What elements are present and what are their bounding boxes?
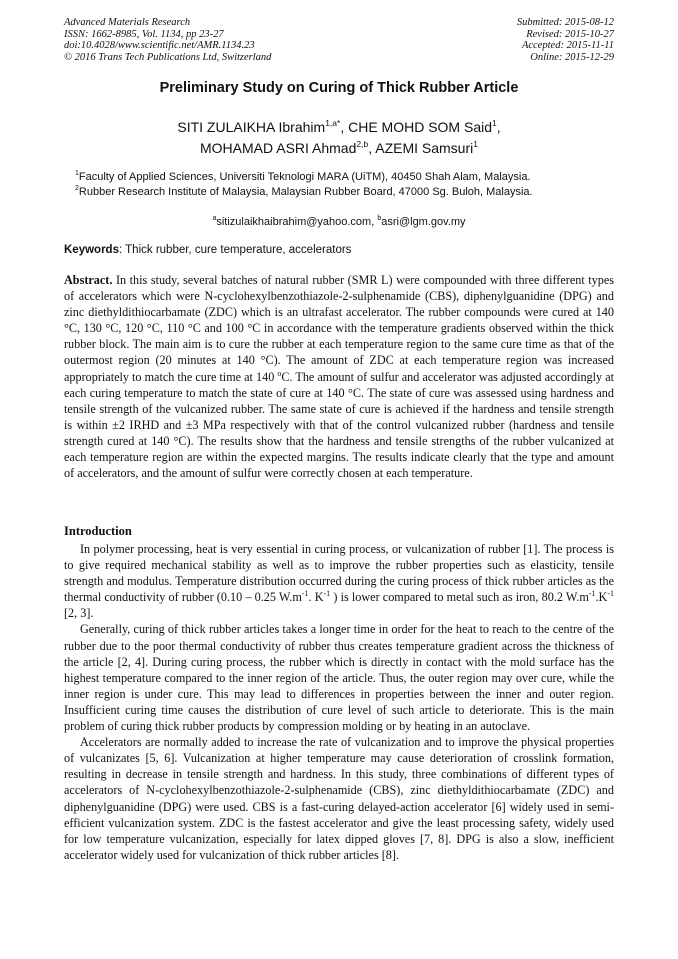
email-mark: a (212, 215, 217, 222)
author-affiliation-mark: 1 (473, 139, 478, 149)
journal-name: Advanced Materials Research (64, 17, 191, 28)
author-line-2 (0, 138, 678, 159)
abstract-label: Abstract. (64, 273, 113, 287)
journal-doi: doi:10.4028/www.scientific.net/AMR.1134.23 (64, 40, 255, 51)
paragraph (64, 541, 614, 621)
author-list (0, 117, 678, 159)
author-affiliation-mark: 1 (492, 118, 497, 128)
author-affiliation-mark: 1,a* (325, 118, 341, 128)
author-line-1 (0, 117, 678, 138)
exponent: -1 (301, 589, 309, 599)
date-submitted: Submitted: 2015-08-12 (516, 17, 614, 28)
affiliation-number: 1 (75, 170, 79, 177)
exponent: -1 (588, 589, 596, 599)
journal-header (64, 17, 271, 63)
paragraph-text: In polymer processing, heat is very essential in curing process, or vulcanization of rubber [1]. The process is to give required mechanical stability as well as to improve the rubber properties such as elasticity, tensile strength and modulus. Temperature distribution occurred during the curing process of thick rubber articles as the thermal conductivity of rubber (0.10 – 0.25 W.m (64, 542, 614, 605)
keywords-label: Keywords (64, 244, 119, 256)
exponent: -1 (323, 589, 331, 599)
abstract-text: In this study, several batches of natural rubber (SMR L) were compounded with three different types of accelerators which were N-cyclohexylbenzothiazole-2-sulphenamide (CBS), diphenylguanidine (DPG) and zinc diethyldithiocarbamate (ZDC) which is an ultrafast accelerator. The rubber compounds were cured at 140 °C, 130 °C, 120 °C, 110 °C and 100 °C in accordance with the temperature gradients observed within the thick rubber block. The main aim is to cure the rubber at each temperature region to the same cure time as that of the outermost region (20 minutes at 140 °C). The amount of ZDC at each temperature region was increased appropriately to match the cure time at 140 (64, 273, 614, 384)
abstract (64, 272, 614, 481)
keywords-text: : Thick rubber, cure temperature, accelerators (118, 244, 352, 256)
journal-issn: ISSN: 1662-8985, Vol. 1134, pp 23-27 (64, 28, 224, 40)
degree-mark: o (277, 368, 282, 378)
date-accepted: Accepted: 2015-11-11 (521, 40, 614, 51)
affiliation (75, 170, 615, 185)
affiliation (75, 185, 615, 200)
author-separator: , (496, 119, 501, 135)
email-address: asri@lgm.gov.my (381, 216, 466, 228)
paragraph-text: .K (595, 590, 608, 605)
author-name: MOHAMAD ASRI Ahmad (200, 140, 357, 156)
paragraph: Generally, curing of thick rubber articles takes a longer time in order for the heat to reach to the centre of the rubber due to the poor thermal conductivity of rubber thus creates temperature gradient across the thickness of the article [2, 4]. During curing process, the rubber which is directly in contact with the mold surface has the highest temperature compared to the inner region of the article. Thus, the outer region may over cure, while the inner region is under cure. This may lead to differences in properties between the inner and outer region. Insufficient curing time causes the distribution of cure level of such article to deteriorate. This is the main problem of curing thick rubber products by compression molding or by heating in an autoclave. (64, 622, 614, 734)
paragraph: Accelerators are normally added to increase the rate of vulcanization and to improve the physical properties of vulcanizates [5, 6]. Vulcanization at higher temperature may cause deterioration of crosslink formation, resulting in decrease in tensile strength and hardness. In this study, three combinations of different types of accelerators of N-cyclohexylbenzothiazole-2-sulphenamide (CBS), zinc diethyldithiocarbamate (ZDC) and diphenylguanidine (DPG) were used. CBS is a fast-curing delayed-action accelerator [6] widely used in semi-efficient vulcanization system. ZDC is the fastest accelerator and give the least processing safety, widely used for low temperature vulcanization, especially for latex dipped gloves [7, 8]. DPG is also a slow, inefficient accelerator widely used for vulcanization of thick rubber articles [8]. (64, 735, 614, 862)
introduction-body (64, 541, 614, 863)
email-list (0, 216, 678, 228)
affiliation-number: 2 (75, 185, 79, 192)
email-address: sitizulaikhaibrahim@yahoo.com, (216, 216, 378, 228)
journal-copyright: © 2016 Trans Tech Publications Ltd, Switzerland (64, 51, 272, 63)
keywords (64, 244, 616, 256)
paragraph-text: ) is lower compared to metal such as iron, 80.2 W.m (330, 590, 589, 605)
paper-title: Preliminary Study on Curing of Thick Rubber Article (159, 80, 519, 96)
email-mark: b (377, 215, 382, 222)
abstract-text: C. The amount of sulfur and accelerator was adjusted accordingly at each curing temperature to match the state of cure at 140 °C. The state of cure was assessed using hardness and tensile strength of the vulcanized rubber. The same state of cure is achieved if the hardness and tensile strength is within ±2 IRHD and ±3 MPa respectively with that of the control vulcanized rubber (hardness and tensile strength cured at 140 °C). The results show that the hardness and tensile strengths of the rubber vulcanized at each temperature region are within the expected margins. The results indicate clearly that the type and amount of accelerators, and the amount of sulfur were correctly chosen at each temperature. (64, 369, 614, 481)
author-name: , AZEMI Samsuri (368, 140, 474, 156)
affiliation-list (75, 170, 615, 200)
author-affiliation-mark: 2,b (356, 139, 369, 149)
section-heading: Introduction (64, 524, 132, 538)
affiliation-text: Rubber Research Institute of Malaysia, Malaysian Rubber Board, 47000 Sg. Buloh, Malaysia. (78, 186, 533, 198)
date-online: Online: 2015-12-29 (530, 51, 614, 63)
paragraph-text: [2, 3]. (64, 606, 94, 621)
author-name: SITI ZULAIKHA Ibrahim (177, 119, 326, 135)
paragraph-text: . K (308, 590, 324, 605)
dates-header (517, 17, 614, 63)
exponent: -1 (607, 589, 614, 599)
author-name: , CHE MOHD SOM Said (340, 119, 493, 135)
date-revised: Revised: 2015-10-27 (526, 28, 614, 40)
affiliation-text: Faculty of Applied Sciences, Universiti Teknologi MARA (UiTM), 40450 Shah Alam, Malaysia. (78, 171, 531, 183)
